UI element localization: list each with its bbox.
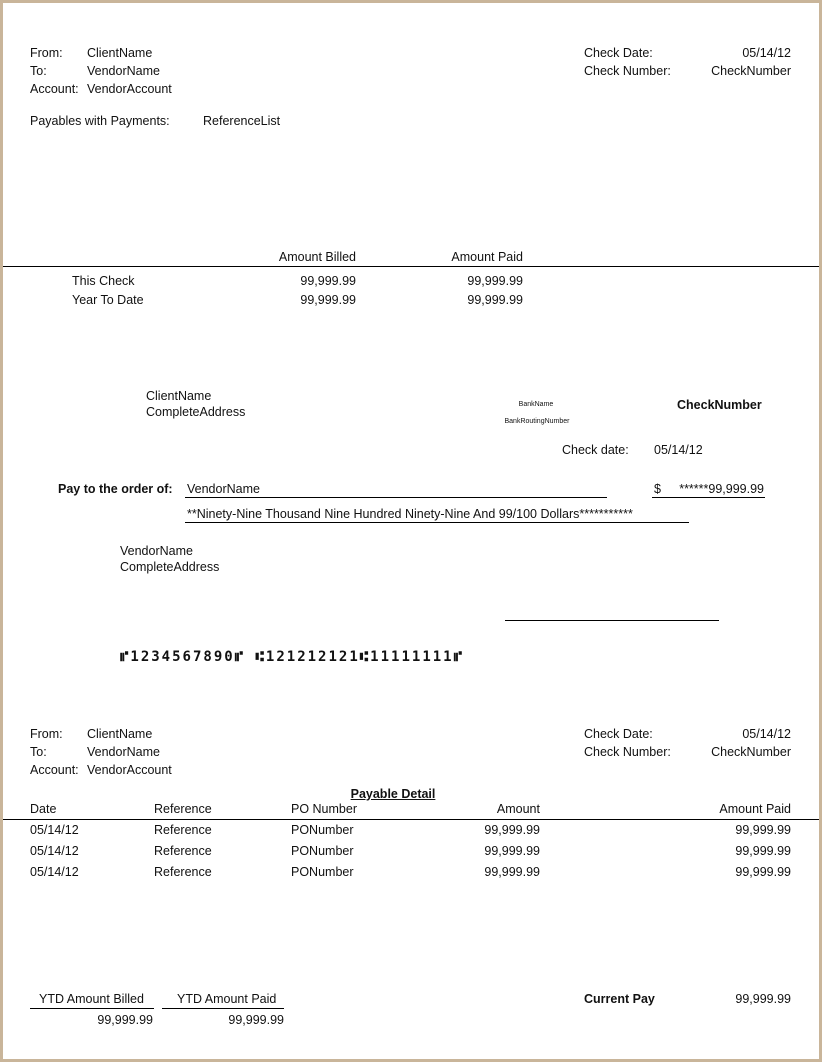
- payer-name: ClientName: [146, 389, 212, 403]
- payee-underline: [185, 497, 607, 498]
- amount-paid-header: Amount Paid: [451, 250, 523, 264]
- amount-underline: [652, 497, 765, 498]
- this-check-label: This Check: [72, 274, 135, 288]
- check-date-label-bottom: Check Date:: [584, 727, 653, 741]
- from-value: ClientName: [87, 46, 153, 60]
- check-date-value-bottom: 05/14/12: [742, 727, 791, 741]
- check-date-label-body: Check date:: [562, 443, 629, 457]
- table-row-paid: 99,999.99: [735, 844, 791, 858]
- signature-line: [505, 620, 719, 621]
- pay-to-label: Pay to the order of:: [58, 482, 173, 496]
- check-amount: ******99,999.99: [679, 482, 764, 496]
- check-number-label-bottom: Check Number:: [584, 745, 671, 759]
- payable-detail-title: Payable Detail: [350, 787, 436, 801]
- check-date-value-body: 05/14/12: [654, 443, 703, 457]
- ytd-amount-paid-value: 99,999.99: [228, 1013, 284, 1027]
- current-pay-value: 99,999.99: [735, 992, 791, 1006]
- to-value: VendorName: [87, 64, 160, 78]
- table-row-po: PONumber: [291, 823, 354, 837]
- table-row-amount: 99,999.99: [484, 844, 540, 858]
- ytd-amount-paid-label: YTD Amount Paid: [177, 992, 277, 1006]
- check-number-label: Check Number:: [584, 64, 671, 78]
- account-label-bottom: Account:: [30, 763, 79, 777]
- account-label: Account:: [30, 82, 79, 96]
- amount-words-underline: [185, 522, 689, 523]
- ytd-billed: 99,999.99: [300, 293, 356, 307]
- table-row-po: PONumber: [291, 865, 354, 879]
- amount-billed-header: Amount Billed: [278, 250, 356, 264]
- currency-symbol: $: [654, 482, 661, 496]
- table-row-paid: 99,999.99: [735, 823, 791, 837]
- col-header-reference: Reference: [154, 802, 212, 816]
- check-date-value: 05/14/12: [742, 46, 791, 60]
- check-number-value-bottom: CheckNumber: [711, 745, 791, 759]
- table-row-date: 05/14/12: [30, 823, 79, 837]
- current-pay-label: Current Pay: [584, 992, 655, 1006]
- table-row-reference: Reference: [154, 823, 212, 837]
- ytd-amount-billed-label: YTD Amount Billed: [39, 992, 144, 1006]
- ytd-label: Year To Date: [72, 293, 144, 307]
- summary-divider: [3, 266, 819, 267]
- col-header-amount-paid: Amount Paid: [719, 802, 791, 816]
- micr-line: ⑈1234567890⑈ ⑆121212121⑆11111111⑈: [120, 649, 465, 665]
- table-row-date: 05/14/12: [30, 865, 79, 879]
- payer-address: CompleteAddress: [146, 405, 246, 419]
- ytd-billed-underline: [30, 1008, 154, 1009]
- this-check-billed: 99,999.99: [300, 274, 356, 288]
- account-value: VendorAccount: [87, 82, 172, 96]
- bank-routing-number: BankRoutingNumber: [504, 418, 570, 425]
- table-row-date: 05/14/12: [30, 844, 79, 858]
- to-label: To:: [30, 64, 47, 78]
- ytd-paid: 99,999.99: [467, 293, 523, 307]
- from-label: From:: [30, 46, 63, 60]
- check-date-label: Check Date:: [584, 46, 653, 60]
- payee-name: VendorName: [120, 544, 193, 558]
- check-number: CheckNumber: [677, 398, 762, 412]
- table-row-amount: 99,999.99: [484, 823, 540, 837]
- payee-name-line: VendorName: [187, 482, 260, 496]
- this-check-paid: 99,999.99: [467, 274, 523, 288]
- col-header-date: Date: [30, 802, 57, 816]
- from-value-bottom: ClientName: [87, 727, 153, 741]
- table-row-paid: 99,999.99: [735, 865, 791, 879]
- table-row-amount: 99,999.99: [484, 865, 540, 879]
- from-label-bottom: From:: [30, 727, 63, 741]
- payee-address: CompleteAddress: [120, 560, 220, 574]
- to-value-bottom: VendorName: [87, 745, 160, 759]
- check-number-value: CheckNumber: [711, 64, 791, 78]
- bank-name: BankName: [518, 401, 554, 408]
- col-header-amount: Amount: [496, 802, 540, 816]
- payables-label: Payables with Payments:: [30, 114, 170, 128]
- col-header-po-number: PO Number: [291, 802, 357, 816]
- detail-divider: [3, 819, 819, 820]
- to-label-bottom: To:: [30, 745, 47, 759]
- payables-value: ReferenceList: [203, 114, 281, 128]
- amount-in-words: **Ninety-Nine Thousand Nine Hundred Ninety-Nine And 99/100 Dollars***********: [187, 507, 633, 521]
- table-row-po: PONumber: [291, 844, 354, 858]
- account-value-bottom: VendorAccount: [87, 763, 172, 777]
- table-row-reference: Reference: [154, 865, 212, 879]
- table-row-reference: Reference: [154, 844, 212, 858]
- ytd-paid-underline: [162, 1008, 284, 1009]
- ytd-amount-billed-value: 99,999.99: [97, 1013, 153, 1027]
